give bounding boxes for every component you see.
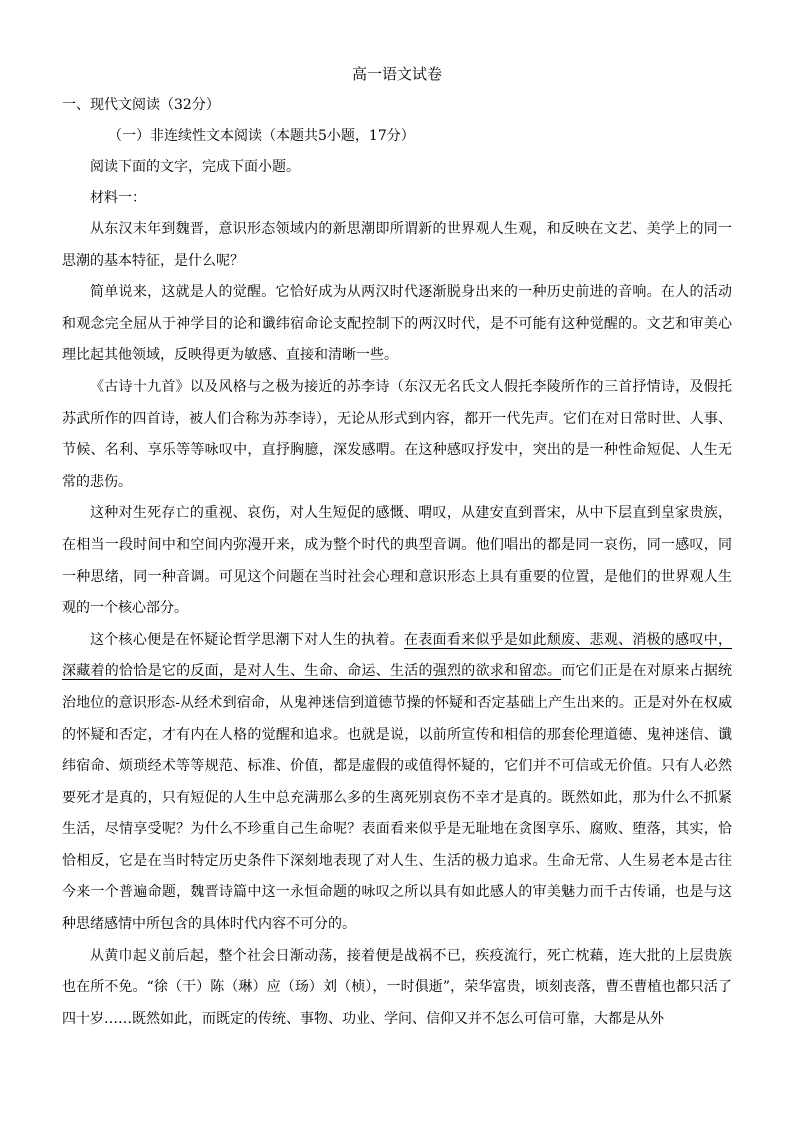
material-label: 材料一：: [90, 190, 146, 206]
paragraph-5-rest: 而它们正是在对原来占据统治地位的意识形态-从经术到宿命，从鬼神迷信到道德节操的怀疑和否定基础上产生出来的。正是对外在权威的怀疑和否定，才有内在人格的觉醒和追求。也就是说，以前所宣传和相信的那套伦理道德、鬼神迷信、谶纬宿命、烦琐经术等等规范、标准、价值，都是虚假的或值得怀疑的，它们并不可信或无价值。只有人必然要死才是真的，只有短促的人生中总充满那么多的生离死别哀伤不幸才是真的。既然如此，那为什么不抓紧生活，尽情享受呢？为什么不珍重自己生命呢？表面看来似乎是无耻地在贪图享乐、腐败、堕落，其实，恰恰相反，它是在当时特定历史条件下深刻地表现了对人生、生活的极力追求。生命无常、人生易老本是古往今来一个普遍命题，魏晋诗篇中这一永恒命题的咏叹之所以具有如此感人的审美魅力而千古传诵，也是与这种思绪感情中所包含的具体时代内容不可分的。: [62, 663, 733, 933]
paragraph-2: 简单说来，这就是人的觉醒。它恰好成为从两汉时代逐渐脱身出来的一种历史前进的音响。在人的活动和观念完全屈从于神学目的论和谶纬宿命论支配控制下的两汉时代，是不可能有这种觉醒的。文艺和审美心理比起其他领域，反映得更为敏感、直接和清晰一些。: [62, 284, 732, 364]
exam-page: [62, 62, 732, 1035]
paragraph-3: 《古诗十九首》以及风格与之极为接近的苏李诗（东汉无名氏文人假托李陵所作的三首抒情诗，及假托苏武所作的四首诗，被人们合称为苏李诗），无论从形式到内容，都开一代先声。它们在对日常时世、人事、节候、名利、享乐等等咏叹中，直抒胸臆，深发感喟。在这种感叹抒发中，突出的是一种性命短促、人生无常的悲伤。: [62, 378, 732, 490]
underlined-sentence: 在表面看来似乎是如此颓废、悲观、消极的感叹中，深藏着的恰恰是它的反面，是对人生、生命、命运、生活的强烈的欲求和留恋。: [62, 631, 732, 680]
reading-instruction: 阅读下面的文字，完成下面小题。: [90, 159, 300, 175]
paragraph-5-lead: 这个核心便是在怀疑论哲学思潮下对人生的执着。: [90, 631, 404, 648]
exam-title: 高一语文试卷: [351, 65, 442, 83]
paragraph-5: [62, 625, 732, 941]
paragraph-1: 从东汉末年到魏晋，意识形态领域内的新思潮即所谓新的世界观人生观，和反映在文艺、美学上的同一思潮的基本特征，是什么呢？: [62, 221, 732, 269]
paragraph-6: 从黄巾起义前后起，整个社会日渐动荡，接着便是战祸不已，疾疫流行，死亡枕藉，连大批的上层贵族也在所不免。“徐（干）陈（琳）应（玚）刘（桢），一时俱逝”，荣华富贵，顷刻丧落，曹丕曹植也都只活了四十岁……既然如此，而既定的传统、事物、功业、学问、信仰又并不怎么可信可靠，大都是从外: [62, 947, 732, 1027]
section-heading: 一、现代文阅读（32分）: [62, 97, 220, 113]
subsection-heading: （一）非连续性文本阅读（本题共5小题，17分）: [108, 128, 415, 144]
paragraph-4: 这种对生死存亡的重视、哀伤，对人生短促的感慨、喟叹，从建安直到晋宋，从中下层直到皇家贵族，在相当一段时间中和空间内弥漫开来，成为整个时代的典型音调。他们唱出的都是同一哀伤，同一感叹，同一种思绪，同一种音调。可见这个问题在当时社会心理和意识形态上具有重要的位置，是他们的世界观人生观的一个核心部分。: [62, 505, 732, 617]
